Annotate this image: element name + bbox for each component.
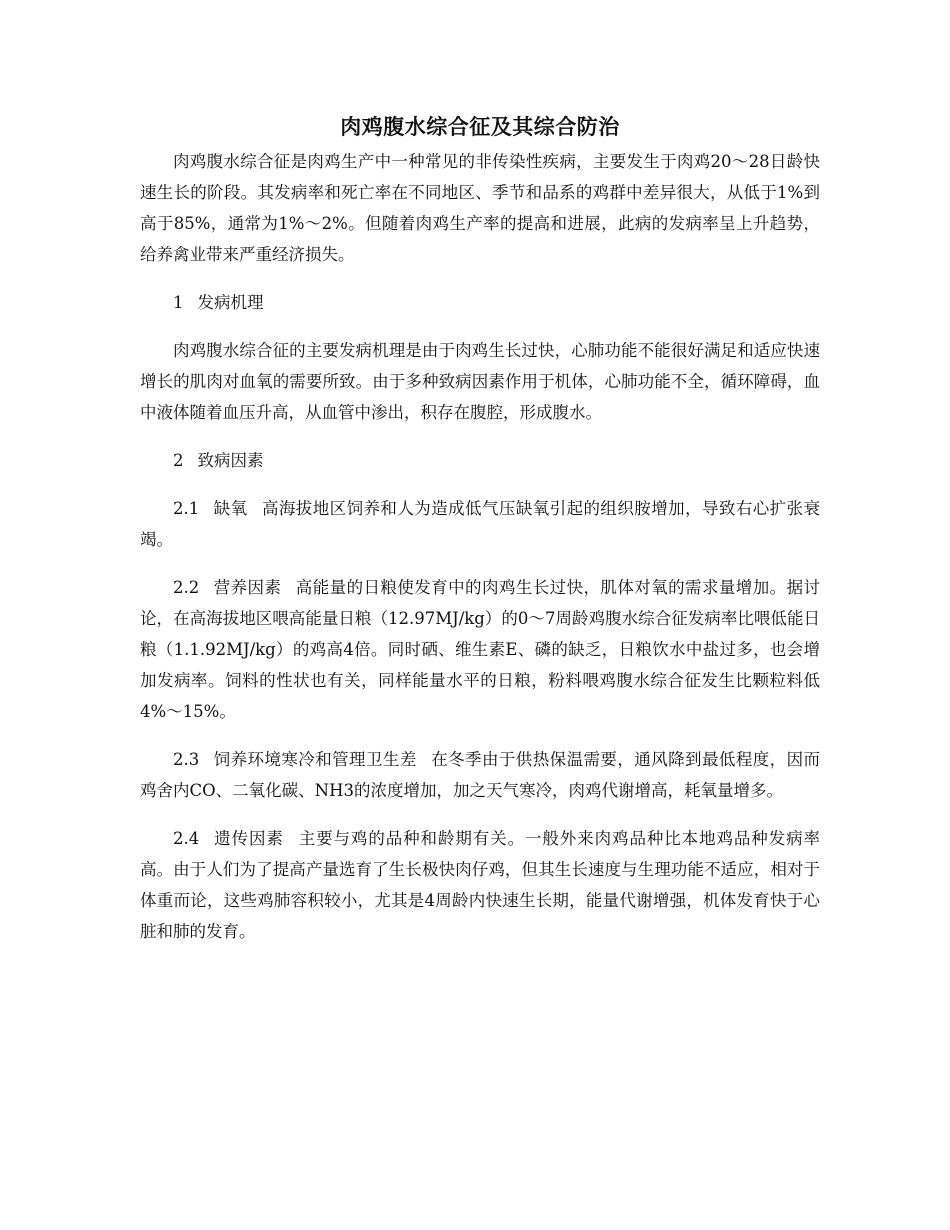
subsection-2-2-title: 营养因素 — [213, 578, 282, 597]
document-page — [140, 112, 820, 964]
subsection-2-3-number: 2.3 — [173, 750, 200, 769]
subsection-2-4-number: 2.4 — [173, 829, 200, 848]
subsection-2-1-body: 高海拔地区饲养和人为造成低气压缺氧引起的组织胺增加，导致右心扩张衰竭。 — [140, 499, 821, 549]
subsection-2-3-title: 饲养环境寒冷和管理卫生差 — [213, 750, 417, 769]
section-2-number: 2 — [173, 451, 184, 470]
subsection-2-2-body: 高能量的日粮使发育中的肉鸡生长过快，肌体对氧的需求量增加。据讨论，在高海拔地区喂高能量日粮（12.97MJ/kg）的0～7周龄鸡腹水综合征发病率比喂低能日粮（1.1.92MJ/kg）的鸡高4倍。同时硒、维生素E、磷的缺乏，日粮饮水中盐过多，也会增加发病率。饲料的性状也有关，同样能量水平的日粮，粉料喂鸡腹水综合征发生比颗粒料低4%～15%。 — [140, 578, 821, 721]
section-1-number: 1 — [173, 293, 184, 312]
subsection-2-1-title: 缺氧 — [213, 499, 248, 518]
subsection-2-3 — [140, 744, 820, 806]
section-1-title: 发病机理 — [197, 293, 264, 312]
section-2-title: 致病因素 — [197, 451, 264, 470]
subsection-2-3-body: 在冬季由于供热保温需要，通风降到最低程度，因而鸡舍内CO、二氧化碳、NH3的浓度增加，加之天气寒冷，肉鸡代谢增高，耗氧量增多。 — [140, 750, 821, 800]
intro-paragraph: 肉鸡腹水综合征是肉鸡生产中一种常见的非传染性疾病，主要发生于肉鸡20～28日龄快速生长的阶段。其发病率和死亡率在不同地区、季节和品系的鸡群中差异很大，从低于1%到高于85%，通常为1%～2%。但随着肉鸡生产率的提高和进展，此病的发病率呈上升趋势，给养禽业带来严重经济损失。 — [140, 152, 820, 264]
subsection-2-4-title: 遗传因素 — [213, 829, 284, 848]
section-1-body: 肉鸡腹水综合征的主要发病机理是由于肉鸡生长过快，心肺功能不能很好满足和适应快速增长的肌肉对血氧的需要所致。由于多种致病因素作用于机体，心肺功能不全，循环障碍，血中液体随着血压升高，从血管中渗出，积存在腹腔，形成腹水。 — [140, 341, 820, 422]
document-title: 肉鸡腹水综合征及其综合防治 — [340, 115, 620, 139]
subsection-2-4 — [140, 823, 820, 947]
subsection-2-1-number: 2.1 — [173, 499, 200, 518]
subsection-2-2-number: 2.2 — [173, 578, 200, 597]
subsection-2-4-body: 主要与鸡的品种和龄期有关。一般外来肉鸡品种比本地鸡品种发病率高。由于人们为了提高产量选育了生长极快肉仔鸡，但其生长速度与生理功能不适应，相对于体重而论，这些鸡肺容积较小，尤其是4周龄内快速生长期，能量代谢增强，机体发育快于心脏和肺的发育。 — [140, 829, 821, 941]
section-1-heading — [140, 287, 820, 318]
subsection-2-1 — [140, 493, 820, 555]
section-2-heading — [140, 445, 820, 476]
subsection-2-2 — [140, 572, 820, 727]
